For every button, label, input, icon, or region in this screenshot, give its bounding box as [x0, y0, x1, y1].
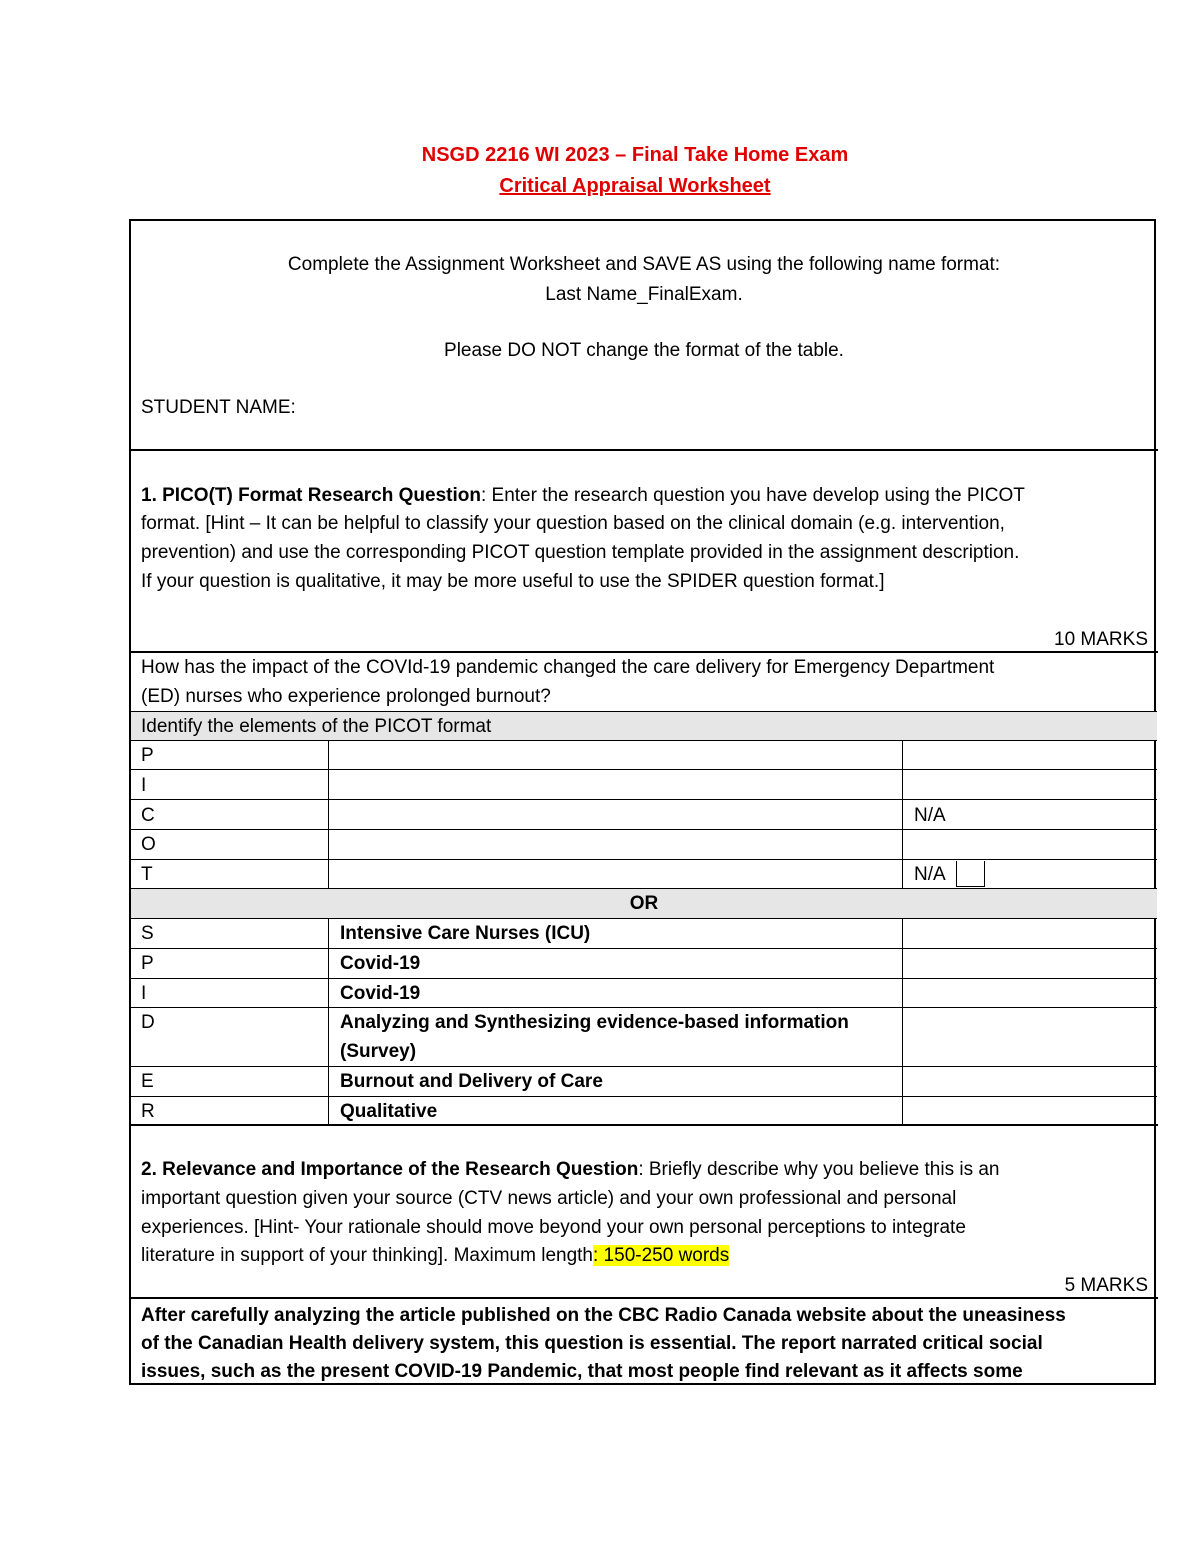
small-box-divider	[984, 861, 985, 887]
section1-heading: 1. PICO(T) Format Research Question	[141, 485, 481, 506]
section1-body-line: format. [Hint – It can be helpful to classify your question based on the clinical domain (e.g. intervention,	[141, 513, 1005, 534]
divider	[131, 799, 1157, 800]
instruction-line: Last Name_FinalExam.	[545, 284, 743, 305]
divider	[129, 449, 1158, 451]
section1-body-line: prevention) and use the corresponding PICOT question template provided in the assignment description.	[141, 542, 1020, 563]
column-divider	[902, 918, 903, 1124]
section2-body-line: experiences. [Hint- Your rationale should move beyond your own personal perceptions to integrate	[141, 1217, 966, 1238]
divider	[129, 1297, 1158, 1299]
section2-answer-line[interactable]: of the Canadian Health delivery system, this question is essential. The report narrated critical social	[141, 1333, 1043, 1354]
spider-letter: D	[141, 1012, 155, 1033]
divider	[131, 1066, 1157, 1067]
picot-letter: O	[141, 834, 156, 855]
section2-answer-line[interactable]: issues, such as the present COVID-19 Pandemic, that most people find relevant as it affects some	[141, 1361, 1023, 1382]
student-name-label: STUDENT NAME:	[141, 397, 296, 418]
divider	[131, 918, 1157, 919]
spider-letter: P	[141, 953, 154, 974]
research-question-answer[interactable]: How has the impact of the COVId-19 pandemic changed the care delivery for Emergency Department	[141, 657, 995, 678]
divider	[131, 948, 1157, 949]
divider	[131, 769, 1157, 770]
underline	[131, 651, 543, 652]
section2-body: : Briefly describe why you believe this is an	[638, 1159, 1000, 1180]
divider	[129, 1124, 1158, 1126]
spider-value[interactable]: Covid-19	[340, 953, 421, 974]
small-box-divider	[956, 861, 957, 887]
section1-marks: 10 MARKS	[1054, 629, 1148, 650]
section2-question-line	[141, 1155, 1000, 1184]
section1-question-line	[141, 481, 1025, 510]
section2-body-last: literature in support of your thinking]. Maximum length	[141, 1245, 593, 1266]
small-box-underline	[956, 886, 984, 887]
picot-extra[interactable]: N/A	[914, 805, 946, 826]
spider-value[interactable]: Covid-19	[340, 983, 421, 1004]
spider-letter: I	[141, 983, 147, 1004]
word-count-highlight: : 150-250 words	[593, 1245, 730, 1266]
research-question-answer[interactable]: (ED) nurses who experience prolonged burnout?	[141, 686, 551, 707]
spider-value[interactable]: Burnout and Delivery of Care	[340, 1071, 603, 1092]
section1-body-line: If your question is qualitative, it may be more useful to use the SPIDER question format.]	[141, 571, 885, 592]
spider-value-cont[interactable]: (Survey)	[340, 1041, 417, 1062]
divider	[131, 1096, 1157, 1097]
column-divider	[902, 740, 903, 888]
or-label: OR	[629, 893, 659, 914]
section1-body: : Enter the research question you have develop using the PICOT	[480, 485, 1025, 506]
column-divider	[328, 740, 329, 888]
spider-letter: E	[141, 1071, 154, 1092]
section2-body-line	[141, 1241, 729, 1270]
section2-body-line: important question given your source (CTV news article) and your own professional and personal	[141, 1188, 957, 1209]
identify-elements-label: Identify the elements of the PICOT format	[141, 716, 492, 737]
picot-letter: T	[141, 864, 153, 885]
divider	[131, 978, 1157, 979]
spider-value[interactable]: Qualitative	[340, 1101, 438, 1122]
picot-letter: C	[141, 805, 155, 826]
divider	[131, 859, 1157, 860]
instruction-line: Please DO NOT change the format of the table.	[444, 340, 844, 361]
section2-answer-line[interactable]: After carefully analyzing the article published on the CBC Radio Canada website about the uneasiness	[141, 1305, 1066, 1326]
spider-letter: R	[141, 1101, 155, 1122]
section2-marks: 5 MARKS	[1064, 1275, 1148, 1296]
spider-value[interactable]: Intensive Care Nurses (ICU)	[340, 923, 591, 944]
picot-letter: I	[141, 775, 147, 796]
section2-heading: 2. Relevance and Importance of the Research Question	[141, 1159, 639, 1180]
picot-letter: P	[141, 745, 154, 766]
spider-letter: S	[141, 923, 154, 944]
column-divider	[328, 918, 329, 1124]
picot-extra[interactable]: N/A	[914, 864, 946, 885]
worksheet-subtitle: Critical Appraisal Worksheet	[499, 175, 771, 197]
divider	[131, 829, 1157, 830]
exam-title: NSGD 2216 WI 2023 – Final Take Home Exam	[421, 144, 849, 166]
spider-value[interactable]: Analyzing and Synthesizing evidence-based information	[340, 1012, 849, 1033]
instruction-line: Complete the Assignment Worksheet and SAVE AS using the following name format:	[287, 254, 1001, 275]
